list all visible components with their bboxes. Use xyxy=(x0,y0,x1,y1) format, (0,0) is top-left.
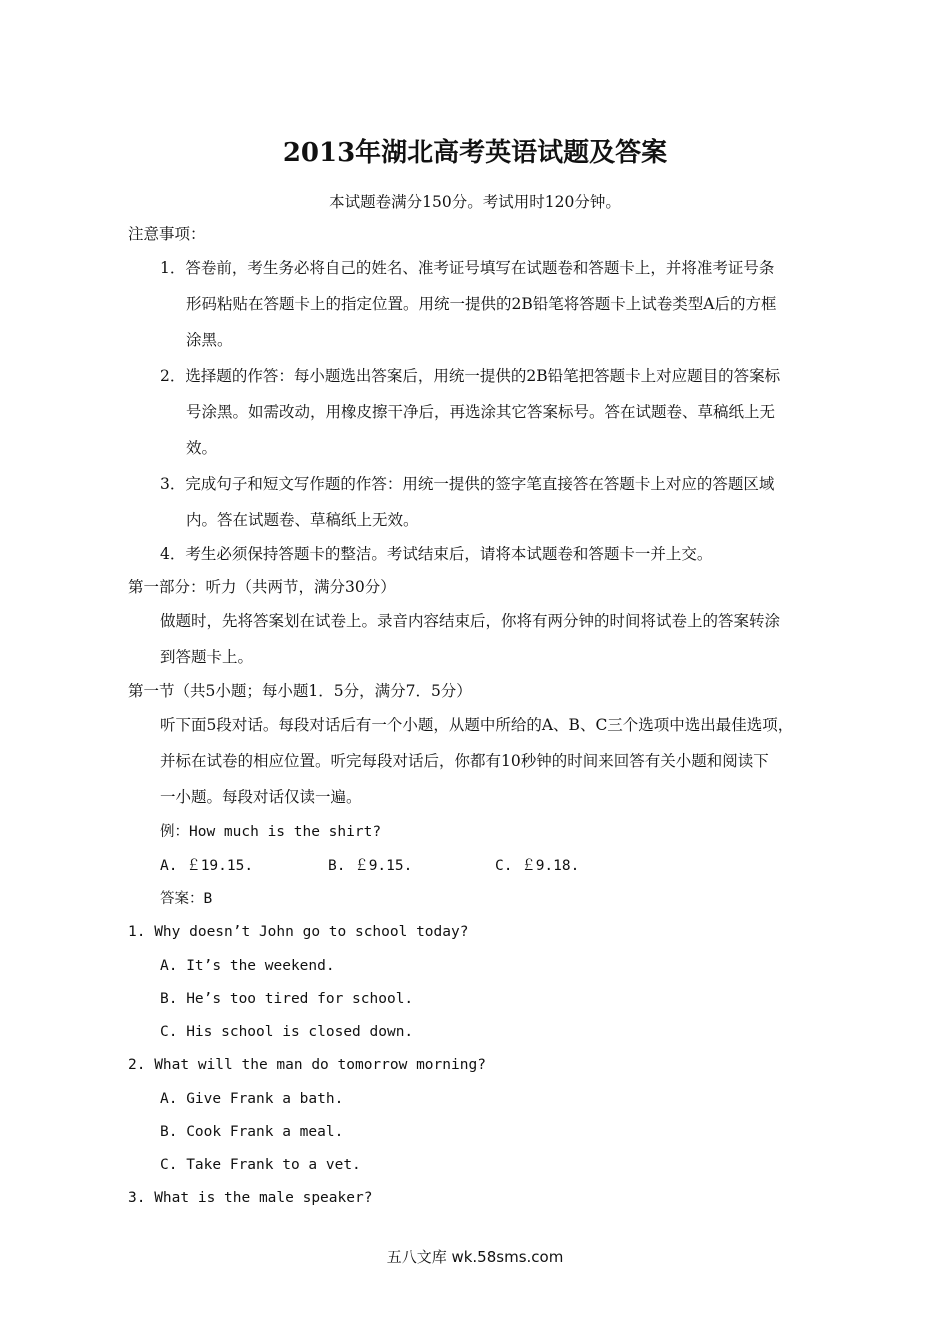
section1-intro-line-3: 一小题。每段对话仅读一遍。 xyxy=(160,788,362,806)
example-question: 例：How much is the shirt? xyxy=(160,824,382,840)
example-answer: 答案：B xyxy=(160,891,213,907)
question-3-stem: 3. What is the male speaker? xyxy=(128,1190,373,1206)
notice-item-1-line-2: 形码粘贴在答题卡上的指定位置。用统一提供的2B铅笔将答题卡上试卷类型A后的方框 xyxy=(186,295,777,313)
question-2-option-a: A. Give Frank a bath. xyxy=(160,1091,344,1107)
notice-item-2-line-3: 效。 xyxy=(186,439,218,457)
notice-item-4-line-1: 4．考生必须保持答题卡的整洁。考试结束后，请将本试题卷和答题卡一并上交。 xyxy=(160,545,713,563)
notice-item-1-line-1: 1．答卷前，考生务必将自己的姓名、准考证号填写在试题卷和答题卡上，并将准考证号条 xyxy=(160,259,775,277)
section1-heading: 第一节（共5小题；每小题1．5分，满分7．5分） xyxy=(128,682,472,700)
question-1-option-c: C. His school is closed down. xyxy=(160,1024,414,1040)
notice-item-3-line-2: 内。答在试题卷、草稿纸上无效。 xyxy=(186,511,419,529)
question-2-stem: 2. What will the man do tomorrow morning? xyxy=(128,1057,486,1073)
notice-item-2-line-2: 号涂黑。如需改动，用橡皮擦干净后，再选涂其它答案标号。答在试题卷、草稿纸上无 xyxy=(186,403,776,421)
exam-subtitle: 本试题卷满分150分。考试用时120分钟。 xyxy=(329,193,621,211)
notice-item-3-line-1: 3．完成句子和短文写作题的作答：用统一提供的签字笔直接答在答题卡上对应的答题区域 xyxy=(160,475,775,493)
notice-heading: 注意事项： xyxy=(128,225,206,243)
section1-intro-line-2: 并标在试卷的相应位置。听完每段对话后，你都有10秒钟的时间来回答有关小题和阅读下 xyxy=(160,752,769,770)
notice-item-1-line-3: 涂黑。 xyxy=(186,331,233,349)
example-option-b: B. ￡9.15. xyxy=(328,858,413,874)
question-1-option-b: B. He’s too tired for school. xyxy=(160,991,414,1007)
question-1-stem: 1. Why doesn’t John go to school today? xyxy=(128,924,469,940)
page-footer: 五八文库 wk.58sms.com xyxy=(386,1248,564,1266)
example-option-a: A. ￡19.15. xyxy=(160,858,254,874)
question-2-option-b: B. Cook Frank a meal. xyxy=(160,1124,344,1140)
section1-intro-line-1: 听下面5段对话。每段对话后有一个小题，从题中所给的A、B、C三个选项中选出最佳选项， xyxy=(160,716,794,734)
page-title: 2013年湖北高考英语试题及答案 xyxy=(282,138,668,168)
part1-heading: 第一部分：听力（共两节，满分30分） xyxy=(128,578,396,596)
question-1-option-a: A. It’s the weekend. xyxy=(160,958,335,974)
example-option-c: C. ￡9.18. xyxy=(495,858,580,874)
part1-intro-line-1: 做题时，先将答案划在试卷上。录音内容结束后，你将有两分钟的时间将试卷上的答案转涂 xyxy=(160,612,781,630)
question-2-option-c: C. Take Frank to a vet. xyxy=(160,1157,361,1173)
notice-item-2-line-1: 2．选择题的作答：每小题选出答案后，用统一提供的2B铅笔把答题卡上对应题目的答案标 xyxy=(160,367,781,385)
part1-intro-line-2: 到答题卡上。 xyxy=(160,648,254,666)
